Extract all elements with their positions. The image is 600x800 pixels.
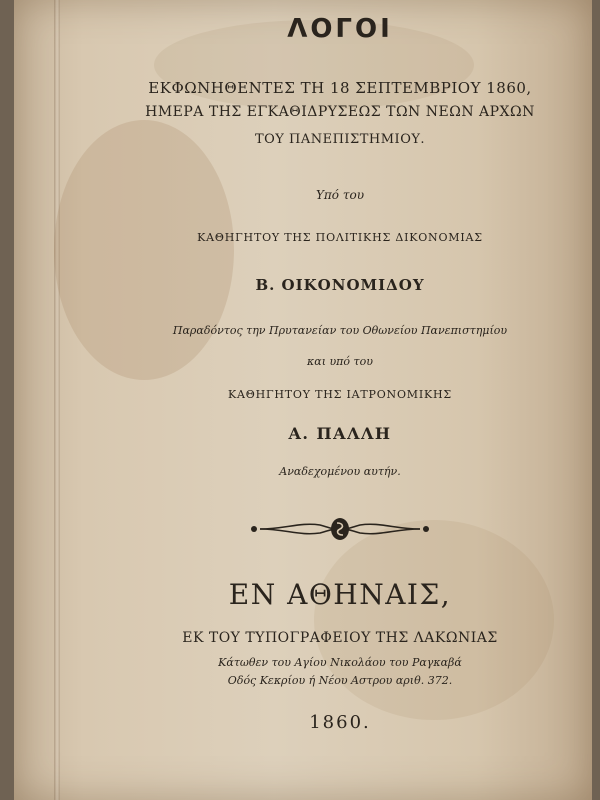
author-2-role: Αναδεχομένου αυτήν. — [279, 465, 401, 478]
printer-address-1: Κάτωθεν του Αγίου Νικολάου του Ραγκαβά — [218, 656, 462, 669]
position-2: ΚΑΘΗΓΗΤΟΥ ΤΗΣ ΙΑΤΡΟΝΟΜΙΚΗΣ — [228, 388, 452, 401]
position-1: ΚΑΘΗΓΗΤΟΥ ΤΗΣ ΠΟΛΙΤΙΚΗΣ ΔΙΚΟΝΟΜΙΑΣ — [197, 231, 483, 244]
printer: ΕΚ ΤΟΥ ΤΥΠΟΓΡΑΦΕΙΟΥ ΤΗΣ ΛΑΚΩΝΙΑΣ — [182, 630, 498, 646]
and-by-line: και υπό του — [307, 355, 373, 368]
subtitle-line-1: ΕΚΦΩΝΗΘΕΝΤΕΣ ΤΗ 18 ΣΕΠΤΕΜΒΡΙΟΥ 1860, — [148, 79, 532, 97]
author-1: Β. ΟΙΚΟΝΟΜΙΔΟΥ — [255, 276, 425, 294]
author-2: Α. ΠΑΛΛΗ — [288, 424, 392, 443]
publication-year: 1860. — [309, 712, 371, 733]
subtitle-line-2: ΗΜΕΡΑ ΤΗΣ ΕΓΚΑΘΙΔΡΥΣΕΩΣ ΤΩΝ ΝΕΩΝ ΑΡΧΩΝ — [145, 104, 535, 120]
document-title: ΛΟΓΟΙ — [287, 14, 393, 44]
author-1-role: Παραδόντος την Πρυτανείαν του Οθωνείου Πανεπιστημίου — [172, 324, 508, 337]
printer-address-2: Οδός Κεκρίου ή Νέου Αστρου αριθ. 372. — [227, 674, 453, 687]
ornament-divider — [240, 516, 440, 542]
subtitle-line-3: ΤΟΥ ΠΑΝΕΠΙΣΤΗΜΙΟΥ. — [254, 132, 426, 147]
place-of-publication: ΕΝ ΑΘΗΝΑΙΣ, — [228, 578, 452, 611]
by-line: Υπό του — [315, 188, 364, 202]
